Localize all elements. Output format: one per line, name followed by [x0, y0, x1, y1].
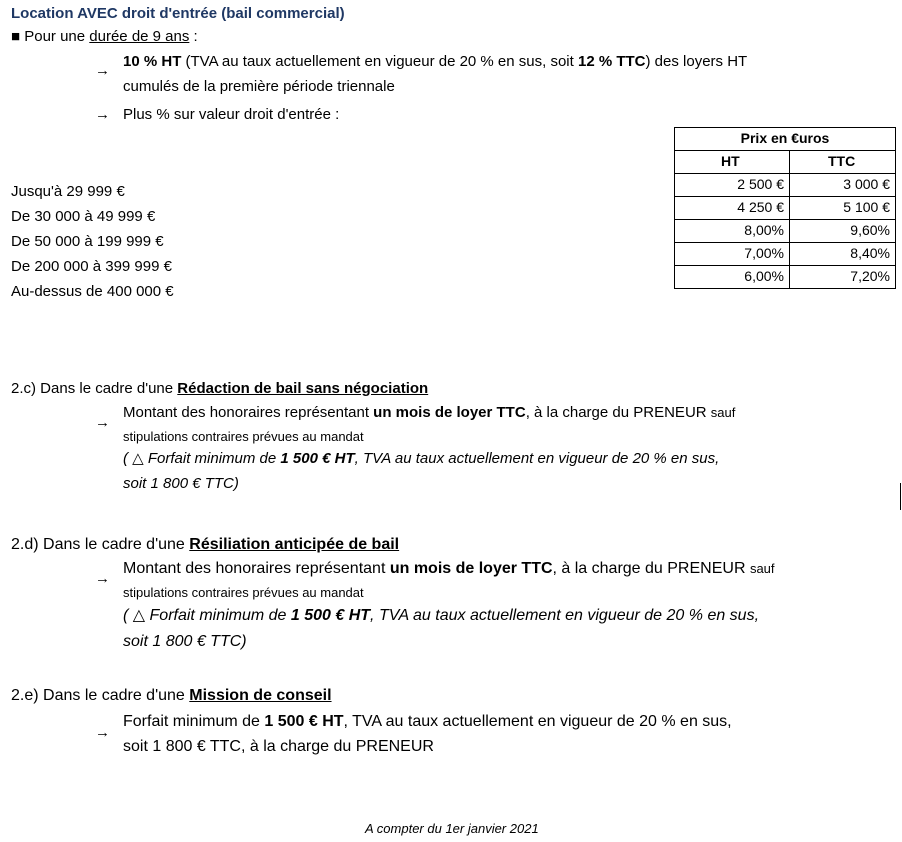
- tier-list: [11, 179, 174, 304]
- col-ttc-header: TTC: [790, 151, 896, 174]
- duration-label: durée de 9 ans: [89, 28, 190, 45]
- arrow-icon: →: [95, 414, 110, 431]
- item-commission-line1: 10 % HT (TVA au taux actuellement en vigueur de 20 % en sus, soit 12 % TTC) des loyers HT: [123, 53, 748, 70]
- section-2c-line4: soit 1 800 € TTC): [123, 475, 239, 492]
- section-2c-line3: ( △ Forfait minimum de 1 500 € HT, TVA au taux actuellement en vigueur de 20 % en sus,: [123, 450, 720, 467]
- table-row: 7,00% 8,40%: [675, 243, 896, 266]
- table-row: 8,00% 9,60%: [675, 220, 896, 243]
- price-table: [674, 127, 896, 289]
- arrow-icon: →: [95, 724, 110, 741]
- section-2d-line1: Montant des honoraires représentant un mois de loyer TTC, à la charge du PRENEUR sauf: [123, 560, 775, 577]
- section-2e-line1: Forfait minimum de 1 500 € HT, TVA au taux actuellement en vigueur de 20 % en sus,: [123, 713, 732, 730]
- table-row: 4 250 € 5 100 €: [675, 197, 896, 220]
- tier-label: De 50 000 à 199 999 €: [11, 233, 164, 250]
- section-2d-line3: ( △ Forfait minimum de 1 500 € HT, TVA au taux actuellement en vigueur de 20 % en sus,: [123, 607, 760, 624]
- section-title: Location AVEC droit d'entrée (bail commercial): [11, 5, 345, 22]
- table-row: 6,00% 7,20%: [675, 266, 896, 289]
- text-cursor: [900, 483, 901, 510]
- section-2c-heading: 2.c) Dans le cadre d'une Rédaction de bail sans négociation: [11, 380, 429, 397]
- section-2e-line2: soit 1 800 € TTC, à la charge du PRENEUR: [123, 738, 434, 755]
- arrow-icon: →: [95, 106, 110, 123]
- section-2c-line2: stipulations contraires prévues au mandat: [123, 429, 364, 444]
- duration-bullet: ■ Pour une durée de 9 ans :: [11, 28, 198, 45]
- tier-label: Jusqu'à 29 999 €: [11, 183, 125, 200]
- arrow-icon: →: [95, 62, 110, 79]
- effective-date-footer: A compter du 1er janvier 2021: [365, 821, 539, 836]
- price-table-header: Prix en €uros: [675, 128, 896, 151]
- section-2d-line2: stipulations contraires prévues au mandat: [123, 585, 364, 600]
- arrow-icon: →: [95, 570, 110, 587]
- table-row: 2 500 € 3 000 €: [675, 174, 896, 197]
- section-2c-line1: Montant des honoraires représentant un mois de loyer TTC, à la charge du PRENEUR sauf: [123, 404, 736, 421]
- tier-label: De 200 000 à 399 999 €: [11, 258, 172, 275]
- col-ht-header: HT: [675, 151, 790, 174]
- tier-label: De 30 000 à 49 999 €: [11, 208, 156, 225]
- square-bullet-icon: ■: [11, 28, 21, 45]
- section-2d-line4: soit 1 800 € TTC): [123, 633, 247, 650]
- section-2e-heading: 2.e) Dans le cadre d'une Mission de conseil: [11, 687, 332, 704]
- tier-label: Au-dessus de 400 000 €: [11, 283, 174, 300]
- section-2d-heading: 2.d) Dans le cadre d'une Résiliation anticipée de bail: [11, 536, 400, 553]
- item-commission-line2: cumulés de la première période triennale: [123, 78, 395, 95]
- item-entry-fee: Plus % sur valeur droit d'entrée :: [123, 106, 340, 123]
